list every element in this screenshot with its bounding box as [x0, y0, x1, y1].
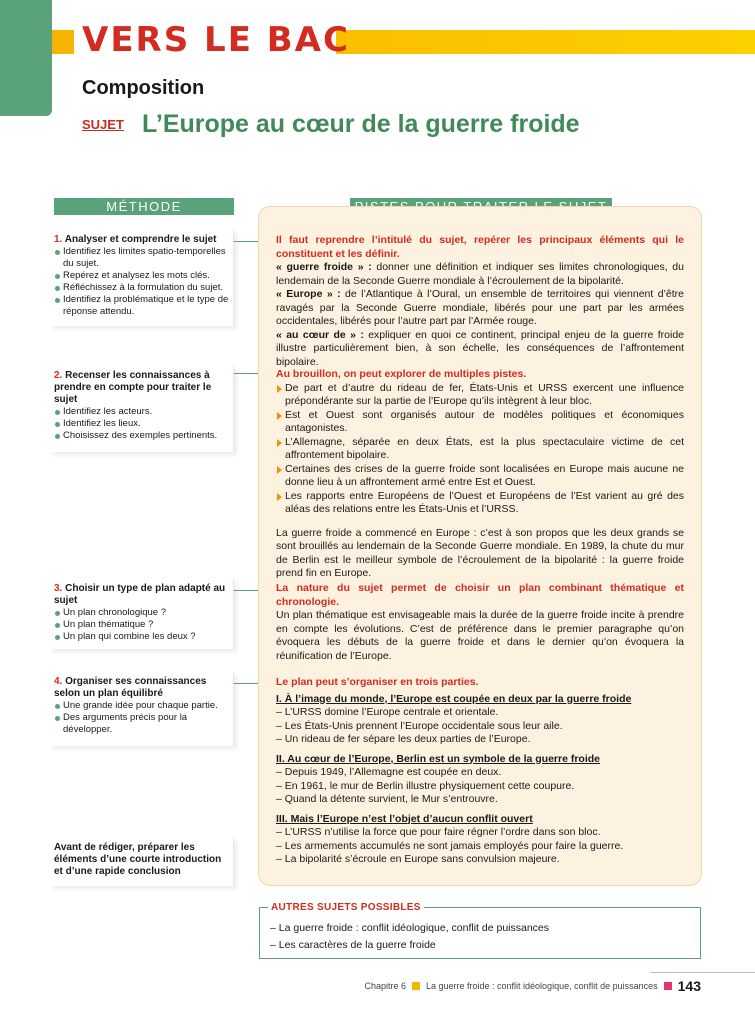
list-item: Des arguments précis pour la développer. — [54, 712, 229, 736]
list-item: Identifiez les lieux. — [54, 418, 229, 430]
final-note-card — [50, 838, 234, 886]
banner-title: VERS LE BAC — [82, 20, 350, 60]
chapter-title: La guerre froide : conflit idéologique, conflit de puissances — [425, 981, 658, 991]
method-step-2: 2. Recenser les connaissances à prendre en compte pour traiter le sujet Identifiez les acteurs. Identifiez les lieux. Choisissez des exemples pertinents. — [50, 366, 234, 452]
step-3-list — [54, 607, 229, 643]
list-item: Identifiez les limites spatio-temporelles du sujet. — [54, 246, 229, 270]
pistes-list — [276, 382, 684, 517]
piste-block-2: Au brouillon, on peut explorer de multiples pistes. De part et d’autre du rideau de fer, États-Unis et URSS exercent une influence prépondérante sur la partie de l’Europe qu’ils intègrent à leur bloc. Est et Ouest sont organisés autour de modèles politiques et économiques antagonistes. L’Allemagne, séparée en deux États, est la plus spectaculaire victime de cet affrontement bipolaire. Certaines des crises de la guerre froide sont localisées en Europe mais aucune ne donne lieu à un affrontement armé entre Est et Ouest. Les rapports entre Européens de l’Ouest et Européens de l’Est varient au gré des aléas des relations entre les États-Unis et l’URSS. La guerre froide a commencé en Europe : c’est à son propos que les deux grands se sont brouillés au lendemain de la Seconde Guerre mondiale. En 1989, la chute du mur de Berlin est le meilleur symbole de l’écroulement de la bipolarité : la guerre froide prend fin en Europe. — [276, 368, 684, 579]
section-title: Composition — [82, 77, 205, 99]
square-icon — [412, 982, 420, 990]
list-item: Un plan thématique ? — [54, 619, 229, 631]
list-item: Repérez et analysez les mots clés. — [54, 270, 229, 282]
list-item: – La guerre froide : conflit idéologique, conflit de puissances — [270, 922, 550, 934]
footer-divider — [650, 972, 755, 973]
other-subjects-title: AUTRES SUJETS POSSIBLES — [268, 901, 424, 914]
list-item: Identifiez la problématique et le type de réponse attendu. — [54, 294, 229, 318]
piste-block-4: Le plan peut s’organiser en trois parties. I. À l’image du monde, l’Europe est coupée en deux par la guerre froide – L’URSS domine l’Europe centrale et orientale. – Les États-Unis prennent l’Europe occidentale sous leur aile. – Un rideau de fer sépare les deux parties de l’Europe. II. Au cœur de l’Europe, Berlin est un symbole de la guerre froide – Depuis 1949, l’Allemagne est coupée en deux. – En 1961, le mur de Berlin illustre physiquement cette coupure. – Quand la détente survient, le Mur s’entrouvre. III. Mais l’Europe n’est l’objet d’aucun conflit ouvert – L’URSS n’utilise la force que pour faire régner l’ordre dans son bloc. – Les armements accumulés ne sont jamais employés pour faire la guerre. – La bipolarité s’écroule en Europe sans convulsion majeure. — [276, 676, 684, 867]
list-item: De part et d’autre du rideau de fer, États-Unis et URSS exercent une influence prépondérante sur la partie de l’Europe qu’ils intègrent à leur bloc. — [276, 382, 684, 409]
other-subjects-box — [259, 902, 701, 959]
list-item: Certaines des crises de la guerre froide sont localisées en Europe mais aucune ne donne lieu à un affrontement armé entre Est et Ouest. — [276, 463, 684, 490]
chapter-label: Chapitre 6 — [364, 981, 406, 991]
square-icon — [664, 982, 672, 990]
subject-tag: SUJET — [82, 117, 124, 132]
list-item: Un plan qui combine les deux ? — [54, 631, 229, 643]
list-item: Identifiez les acteurs. — [54, 406, 229, 418]
methode-heading: MÉTHODE — [54, 198, 234, 215]
list-item: Un plan chronologique ? — [54, 607, 229, 619]
list-item: – Les caractères de la guerre froide — [270, 939, 436, 951]
plan-part-1: I. À l’image du monde, l’Europe est coupée en deux par la guerre froide – L’URSS domine l’Europe centrale et orientale. – Les États-Unis prennent l’Europe occidentale sous leur aile. – Un rideau de fer sépare les deux parties de l’Europe. — [276, 692, 632, 745]
plan-part-3: III. Mais l’Europe n’est l’objet d’aucun conflit ouvert – L’URSS n’utilise la force que pour faire régner l’ordre dans son bloc. – Les armements accumulés ne sont jamais employés pour faire la guerre. – La bipolarité s’écroule en Europe sans convulsion majeure. — [276, 812, 624, 865]
chapter-tab — [0, 0, 52, 116]
page-footer — [364, 978, 701, 994]
list-item: Choisissez des exemples pertinents. — [54, 430, 229, 442]
piste-block-1: Il faut reprendre l’intitulé du sujet, repérer les principaux éléments qui le constituent et les définir. « guerre froide » : donner une définition et indiquer ses limites chronologiques, du lendemain de la Seconde Guerre mondiale à l’écroulement de la bipolarité. « Europe » : de l’Atlantique à l’Oural, un ensemble de territoires qui viennent d’être ravagés par la Seconde Guerre mondiale, libérés pour une part par les armées occidentales, libérés pour l’autre part par l’Armée rouge. « au cœur de » : expliquer en quoi ce continent, principal enjeu de la guerre froide illustre particulièrement bien, à son échelle, les conséquences de l’affrontement bipolaire. — [276, 234, 684, 368]
method-step-1: 1. Analyser et comprendre le sujet Identifiez les limites spatio-temporelles du sujet. Repérez et analysez les mots clés. Réfléchissez à la formulation du sujet. Identifiez la problématique et le type de réponse attendu. — [50, 230, 234, 326]
step-1-list — [54, 246, 229, 318]
subject-title: L’Europe au cœur de la guerre froide — [142, 110, 580, 138]
list-item: Réfléchissez à la formulation du sujet. — [54, 282, 229, 294]
list-item: L’Allemagne, séparée en deux États, est la plus spectaculaire victime de cet affrontement bipolaire. — [276, 436, 684, 463]
step-4-list — [54, 700, 229, 736]
method-step-4: 4. Organiser ses connaissances selon un plan équilibré Une grande idée pour chaque partie. Des arguments précis pour la développer. — [50, 672, 234, 746]
final-note: Avant de rédiger, préparer les éléments d’une courte introduction et d’une rapide conclusion — [54, 842, 222, 877]
method-step-3: 3. Choisir un type de plan adapté au sujet Un plan chronologique ? Un plan thématique ? Un plan qui combine les deux ? — [50, 579, 234, 649]
list-item: Les rapports entre Européens de l’Ouest et Européens de l’Est varient au gré des aléas des relations entre les États-Unis et l’URSS. — [276, 490, 684, 517]
list-item: Une grande idée pour chaque partie. — [54, 700, 229, 712]
step-2-list — [54, 406, 229, 442]
piste-block-3: La nature du sujet permet de choisir un plan combinant thématique et chronologie. Un plan thématique est envisageable mais la durée de la guerre froide incite à prendre en compte les évolutions. C’est de préférence dans le premier paragraphe qu’on évoquera les débuts de la guerre froide et dans le dernier qu’on évoquera la réunification de l’Europe. — [276, 582, 684, 662]
page-number: 143 — [677, 978, 701, 994]
plan-part-2: II. Au cœur de l’Europe, Berlin est un symbole de la guerre froide – Depuis 1949, l’Allemagne est coupée en deux. – En 1961, le mur de Berlin illustre physiquement cette coupure. – Quand la détente survient, le Mur s’entrouvre. — [276, 752, 601, 805]
list-item: Est et Ouest sont organisés autour de modèles politiques et économiques antagonistes. — [276, 409, 684, 436]
